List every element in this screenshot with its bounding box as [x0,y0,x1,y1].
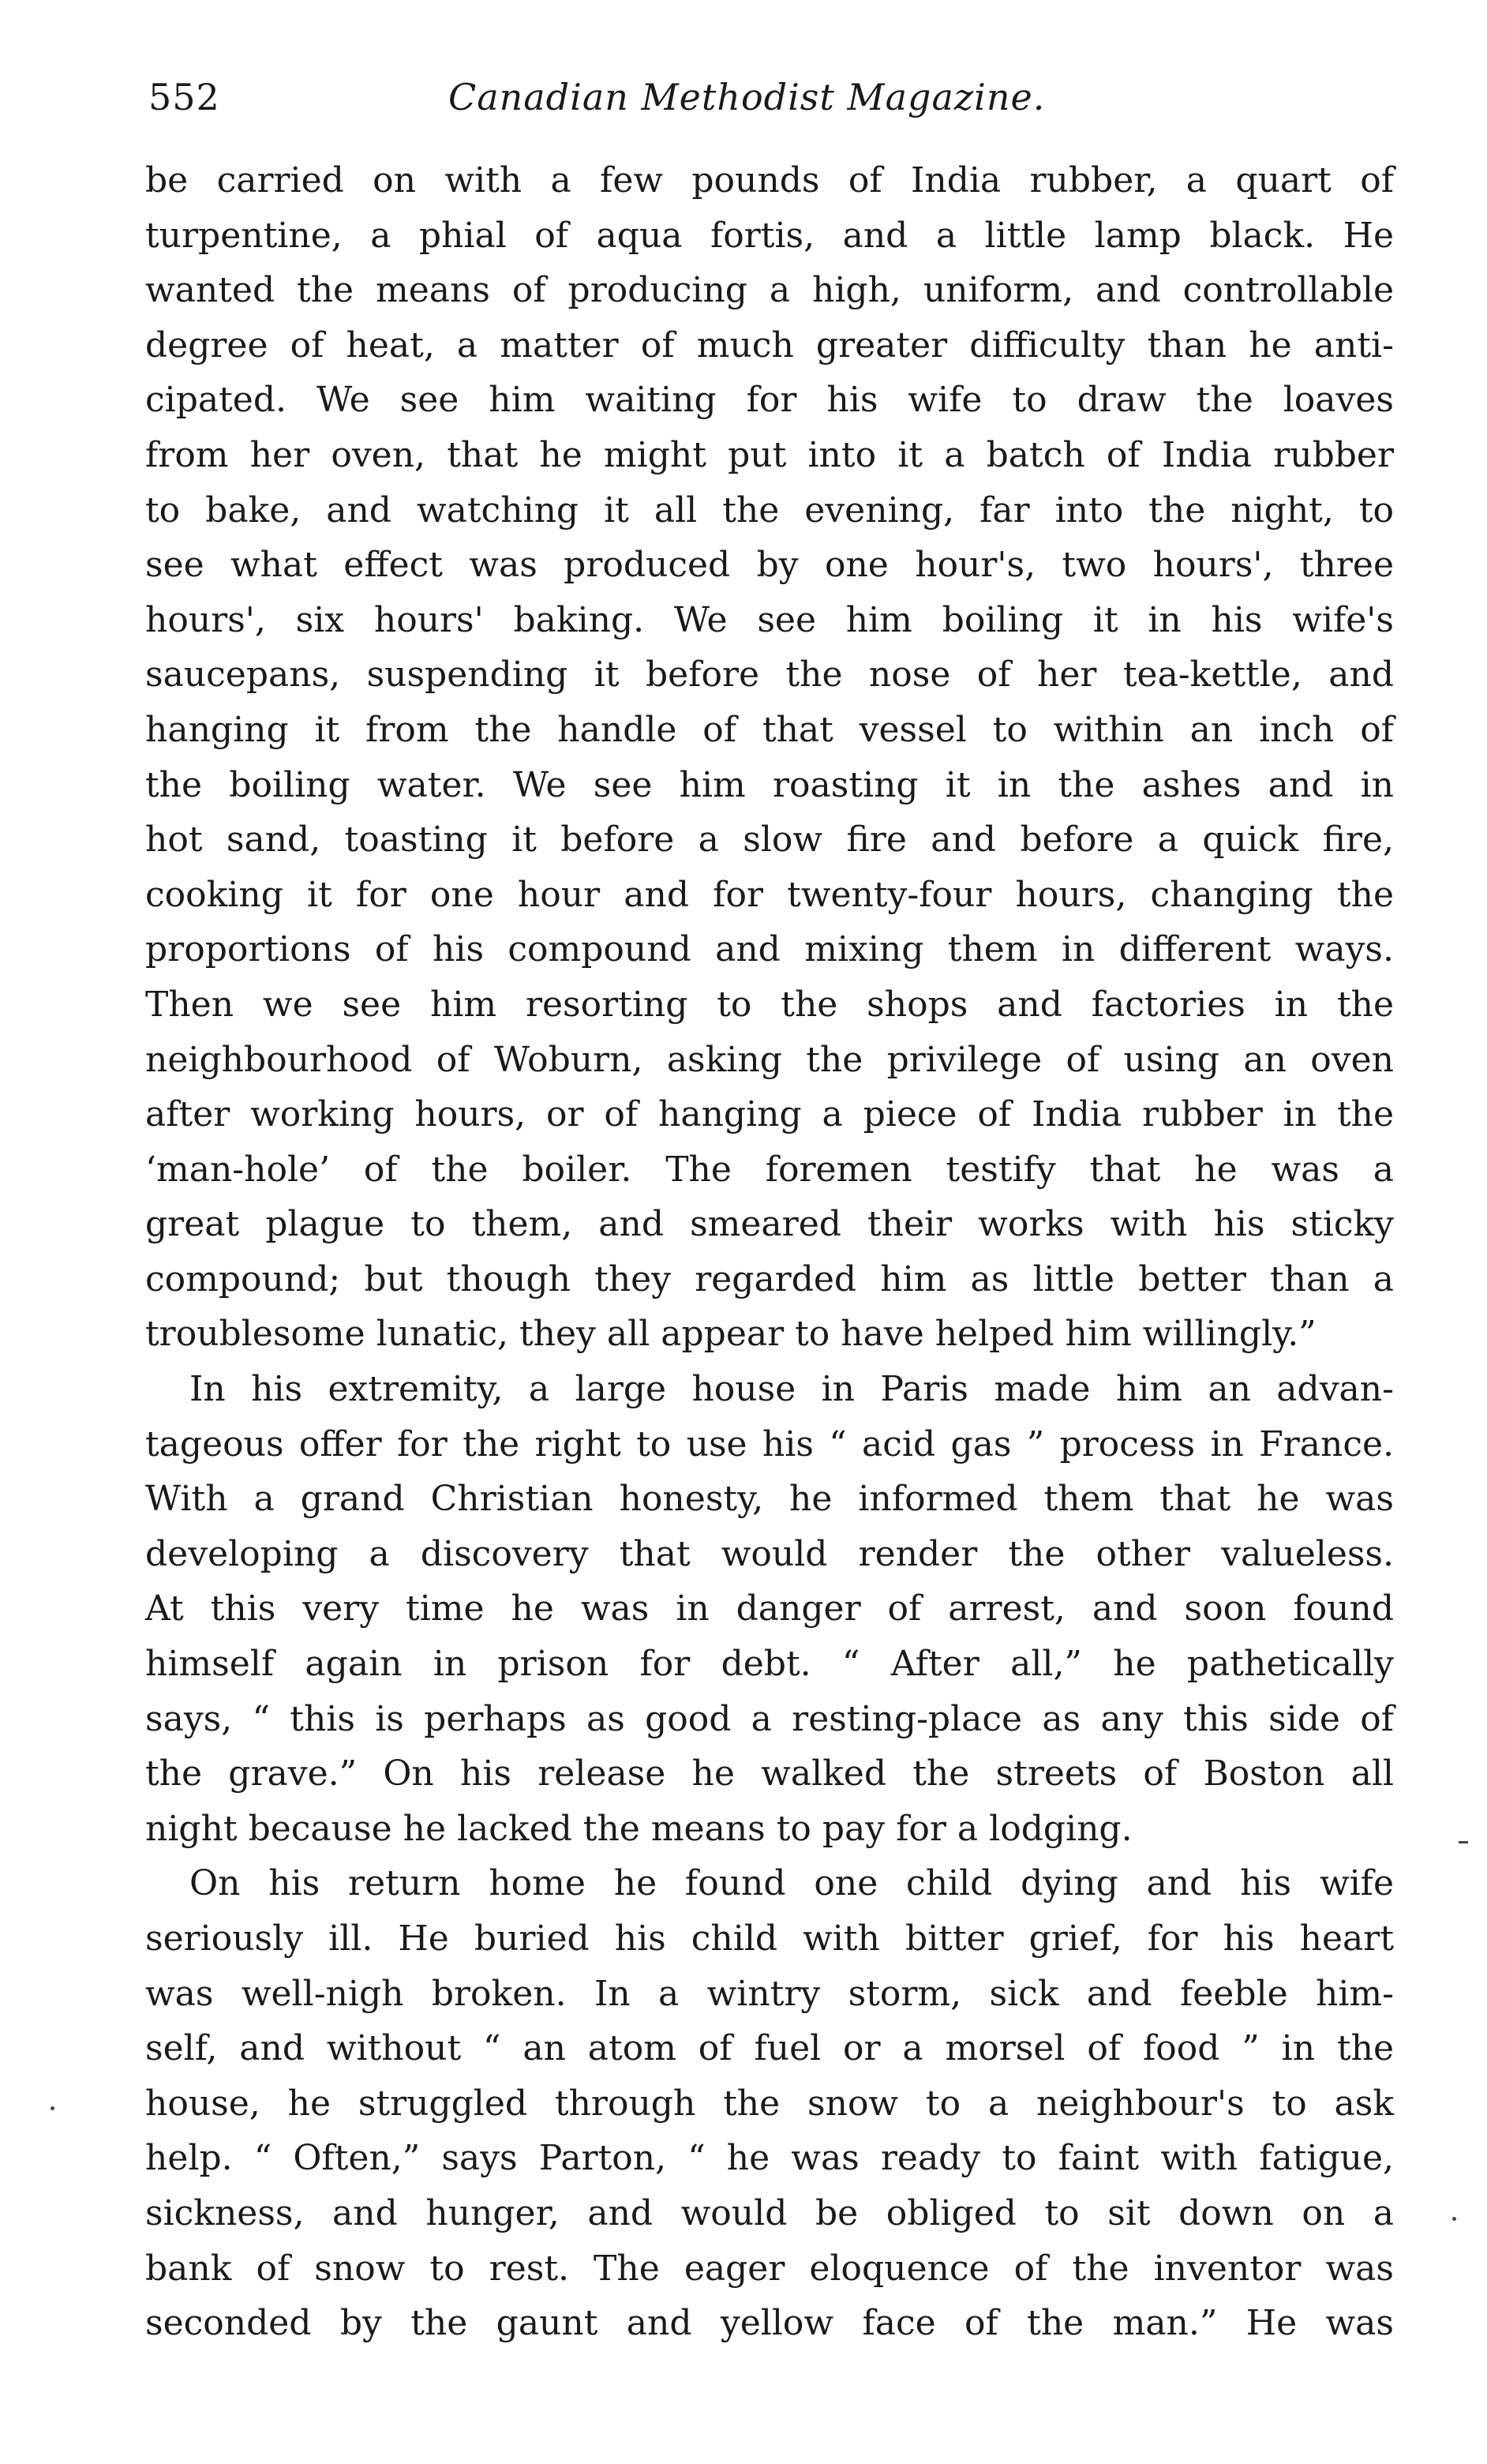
text-line: house, he struggled through the snow to a neighbour's to ask [145,2083,1394,2124]
text-line: after working hours, or of hanging a piece of India rubber in the [145,1094,1394,1135]
text-line: says, “ this is perhaps as good a resting-place as any this side of [145,1698,1394,1739]
text-line: Then we see him resorting to the shops and factories in the [145,984,1394,1025]
margin-mark [51,2106,54,2110]
text-line: developing a discovery that would render the other valueless. [145,1533,1394,1574]
text-line: tageous offer for the right to use his “ acid gas ” process in France. [145,1423,1394,1465]
paragraph [145,1362,1394,1856]
body-text [145,153,1394,2351]
text-line: sickness, and hunger, and would be obliged to sit down on a [145,2192,1394,2233]
text-line: seconded by the gaunt and yellow face of the man.” He was [145,2303,1394,2344]
text-line: In his extremity, a large house in Paris made him an advan- [189,1369,1394,1410]
text-line: turpentine, a phial of aqua fortis, and a little lamp black. He [145,215,1394,256]
paragraph [145,1856,1394,2350]
text-line: proportions of his compound and mixing them in different ways. [145,929,1394,970]
text-line: great plague to them, and smeared their works with his sticky [145,1204,1394,1245]
text-line: hours', six hours' baking. We see him boiling it in his wife's [145,599,1394,640]
text-line: was well-nigh broken. In a wintry storm, sick and feeble him- [145,1973,1394,2014]
text-line: help. “ Often,” says Parton, “ he was ready to faint with fatigue, [145,2138,1394,2179]
text-line: hot sand, toasting it before a slow fire and before a quick fire, [145,819,1394,861]
text-line: saucepans, suspending it before the nose of her tea-kettle, and [145,654,1394,696]
text-line: bank of snow to rest. The eager eloquence of the inventor was [145,2248,1394,2289]
text-line: degree of heat, a matter of much greater difficulty than he anti- [145,324,1394,366]
text-line: At this very time he was in danger of arrest, and soon found [145,1588,1394,1630]
page-header [148,69,1388,133]
running-title: Canadian Methodist Magazine. [448,76,1046,118]
text-line: see what effect was produced by one hour's, two hours', three [145,545,1394,586]
text-line: wanted the means of producing a high, uniform, and controllable [145,270,1394,311]
text-line: himself again in prison for debt. “ After all,” he pathetically [145,1644,1394,1685]
text-line: hanging it from the handle of that vessel to within an inch of [145,709,1394,750]
text-line: from her oven, that he might put into it a batch of India rubber [145,434,1394,475]
text-line: night because he lacked the means to pay for a lodging. [145,1808,1133,1849]
text-line: be carried on with a few pounds of India rubber, a quart of [145,160,1394,201]
text-line: self, and without “ an atom of fuel or a morsel of food ” in the [145,2028,1394,2069]
text-line: to bake, and watching it all the evening, far into the night, to [145,489,1394,531]
text-line: With a grand Christian honesty, he informed them that he was [145,1479,1394,1520]
text-line: the grave.” On his release he walked the streets of Boston all [145,1753,1394,1795]
text-line: ‘man-hole’ of the boiler. The foremen testify that he was a [145,1149,1394,1190]
text-line: seriously ill. He buried his child with bitter grief, for his heart [145,1918,1394,1959]
text-line: the boiling water. We see him roasting it in the ashes and in [145,764,1394,805]
text-line: On his return home he found one child dying and his wife [189,1863,1394,1904]
text-line: cipated. We see him waiting for his wife to draw the loaves [145,380,1394,421]
paragraph [145,153,1394,1362]
text-line: cooking it for one hour and for twenty-four hours, changing the [145,874,1394,915]
page-number: 552 [148,76,220,118]
margin-mark [1459,1841,1468,1843]
text-line: neighbourhood of Woburn, asking the privilege of using an oven [145,1039,1394,1080]
text-line: compound; but though they regarded him as little better than a [145,1258,1394,1300]
text-line: troublesome lunatic, they all appear to have helped him willingly.” [145,1314,1317,1355]
margin-mark [1452,2217,1456,2221]
